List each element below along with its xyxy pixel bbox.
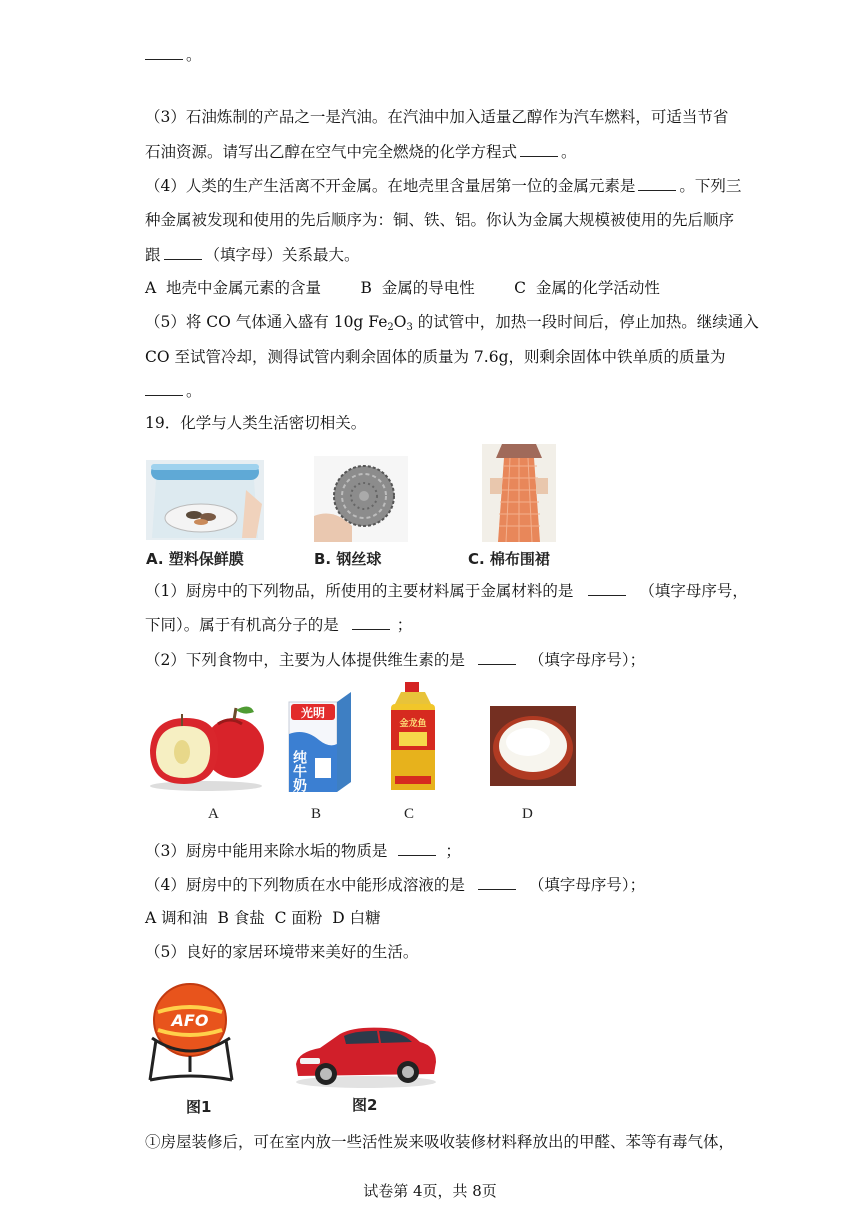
cotton-apron-image <box>482 444 556 542</box>
answer-blank <box>398 841 436 856</box>
red-car-image <box>290 1018 440 1090</box>
answer-blank <box>352 615 390 630</box>
plastic-wrap-image <box>146 460 264 540</box>
ball-brand-text: AFO <box>171 1011 209 1030</box>
fire-extinguisher-ball-image <box>146 976 238 1084</box>
page-footer: 试卷第 4页，共 8页 <box>363 1182 497 1200</box>
image-caption-b: B. 钢丝球 <box>314 550 382 568</box>
food-caption-d: D <box>522 806 533 822</box>
milk-brand-text: 光明 <box>300 706 326 720</box>
answer-blank <box>145 381 183 396</box>
answer-blank <box>478 875 516 890</box>
q19-part5-sub1: ①房屋装修后，可在室内放一些活性炭来吸收装修材料释放出的甲醛、苯等有毒气体， <box>145 1133 735 1151</box>
cooking-oil-image <box>385 680 441 794</box>
answer-blank <box>638 176 676 191</box>
food-caption-a: A <box>208 806 219 822</box>
milk-carton-image <box>285 688 355 792</box>
food-caption-c: C <box>404 806 415 822</box>
milk-name-text: 纯牛奶 <box>291 750 307 792</box>
image-caption-a: A. 塑料保鲜膜 <box>146 550 244 568</box>
answer-blank <box>478 650 516 665</box>
q19-part4: （4）厨房中的下列物质在水中能形成溶液的是 （填字母序号）； <box>145 876 646 894</box>
apple-image <box>146 696 266 792</box>
food-caption-b: B <box>311 806 322 822</box>
q19-part2: （2）下列食物中，主要为人体提供维生素的是 （填字母序号）； <box>145 651 646 669</box>
q19-part3: （3）厨房中能用来除水垢的物质是 ； <box>145 842 461 860</box>
image-caption-c: C. 棉布围裙 <box>468 550 550 568</box>
figure-1-label: 图1 <box>186 1098 212 1116</box>
steel-wool-image <box>314 456 408 542</box>
figure-2-label: 图2 <box>352 1096 378 1114</box>
q18-part4-line3: 跟 （填字母）关系最大。 <box>145 246 360 264</box>
rice-bowl-image <box>490 706 576 786</box>
q18-part3-line1: （3）石油炼制的产品之一是汽油。在汽油中加入适量乙醇作为汽车燃料，可适当节省 <box>145 108 729 126</box>
answer-blank <box>145 45 183 60</box>
q18-part5-line3: 。 <box>145 380 202 402</box>
q19-part1-line2: 下同）。属于有机高分子的是 ； <box>145 616 413 634</box>
answer-blank <box>588 581 626 596</box>
q18-part3-line2: 石油资源。请写出乙醇在空气中完全燃烧的化学方程式 。 <box>145 143 577 161</box>
q18-part4-options: A 地壳中金属元素的含量 B 金属的导电性 C 金属的化学活动性 <box>145 279 660 297</box>
q19-title: 19．化学与人类生活密切相关。 <box>145 414 367 432</box>
q18-part5-line1: （5）将 CO 气体通入盛有 10g $Fe_2O_3$ 的试管中，加热一段时间后，停止加热。继续通入 <box>145 313 759 333</box>
q18-part4-line1: （4）人类的生产生活离不开金属。在地壳里含量居第一位的金属元素是 。下列三 <box>145 177 742 195</box>
q18-part5-line2: CO 至试管冷却，测得试管内剩余固体的质量为 7.6g，则剩余固体中铁单质的质量为 <box>145 348 726 366</box>
answer-blank <box>164 245 202 260</box>
answer-blank <box>520 142 558 157</box>
q18-answer-line: 。 <box>145 44 202 66</box>
q19-part4-options: A 调和油 B 食盐 C 面粉 D 白糖 <box>145 909 381 927</box>
q19-part5: （5）良好的家居环境带来美好的生活。 <box>145 943 419 961</box>
oil-brand-text: 金龙鱼 <box>399 719 427 729</box>
q19-part1-line1: （1）厨房中的下列物品，所使用的主要材料属于金属材料的是 （填字母序号， <box>145 582 748 600</box>
q18-part4-line2: 种金属被发现和使用的先后顺序为：铜、铁、铝。你认为金属大规模被使用的先后顺序 <box>145 211 735 229</box>
